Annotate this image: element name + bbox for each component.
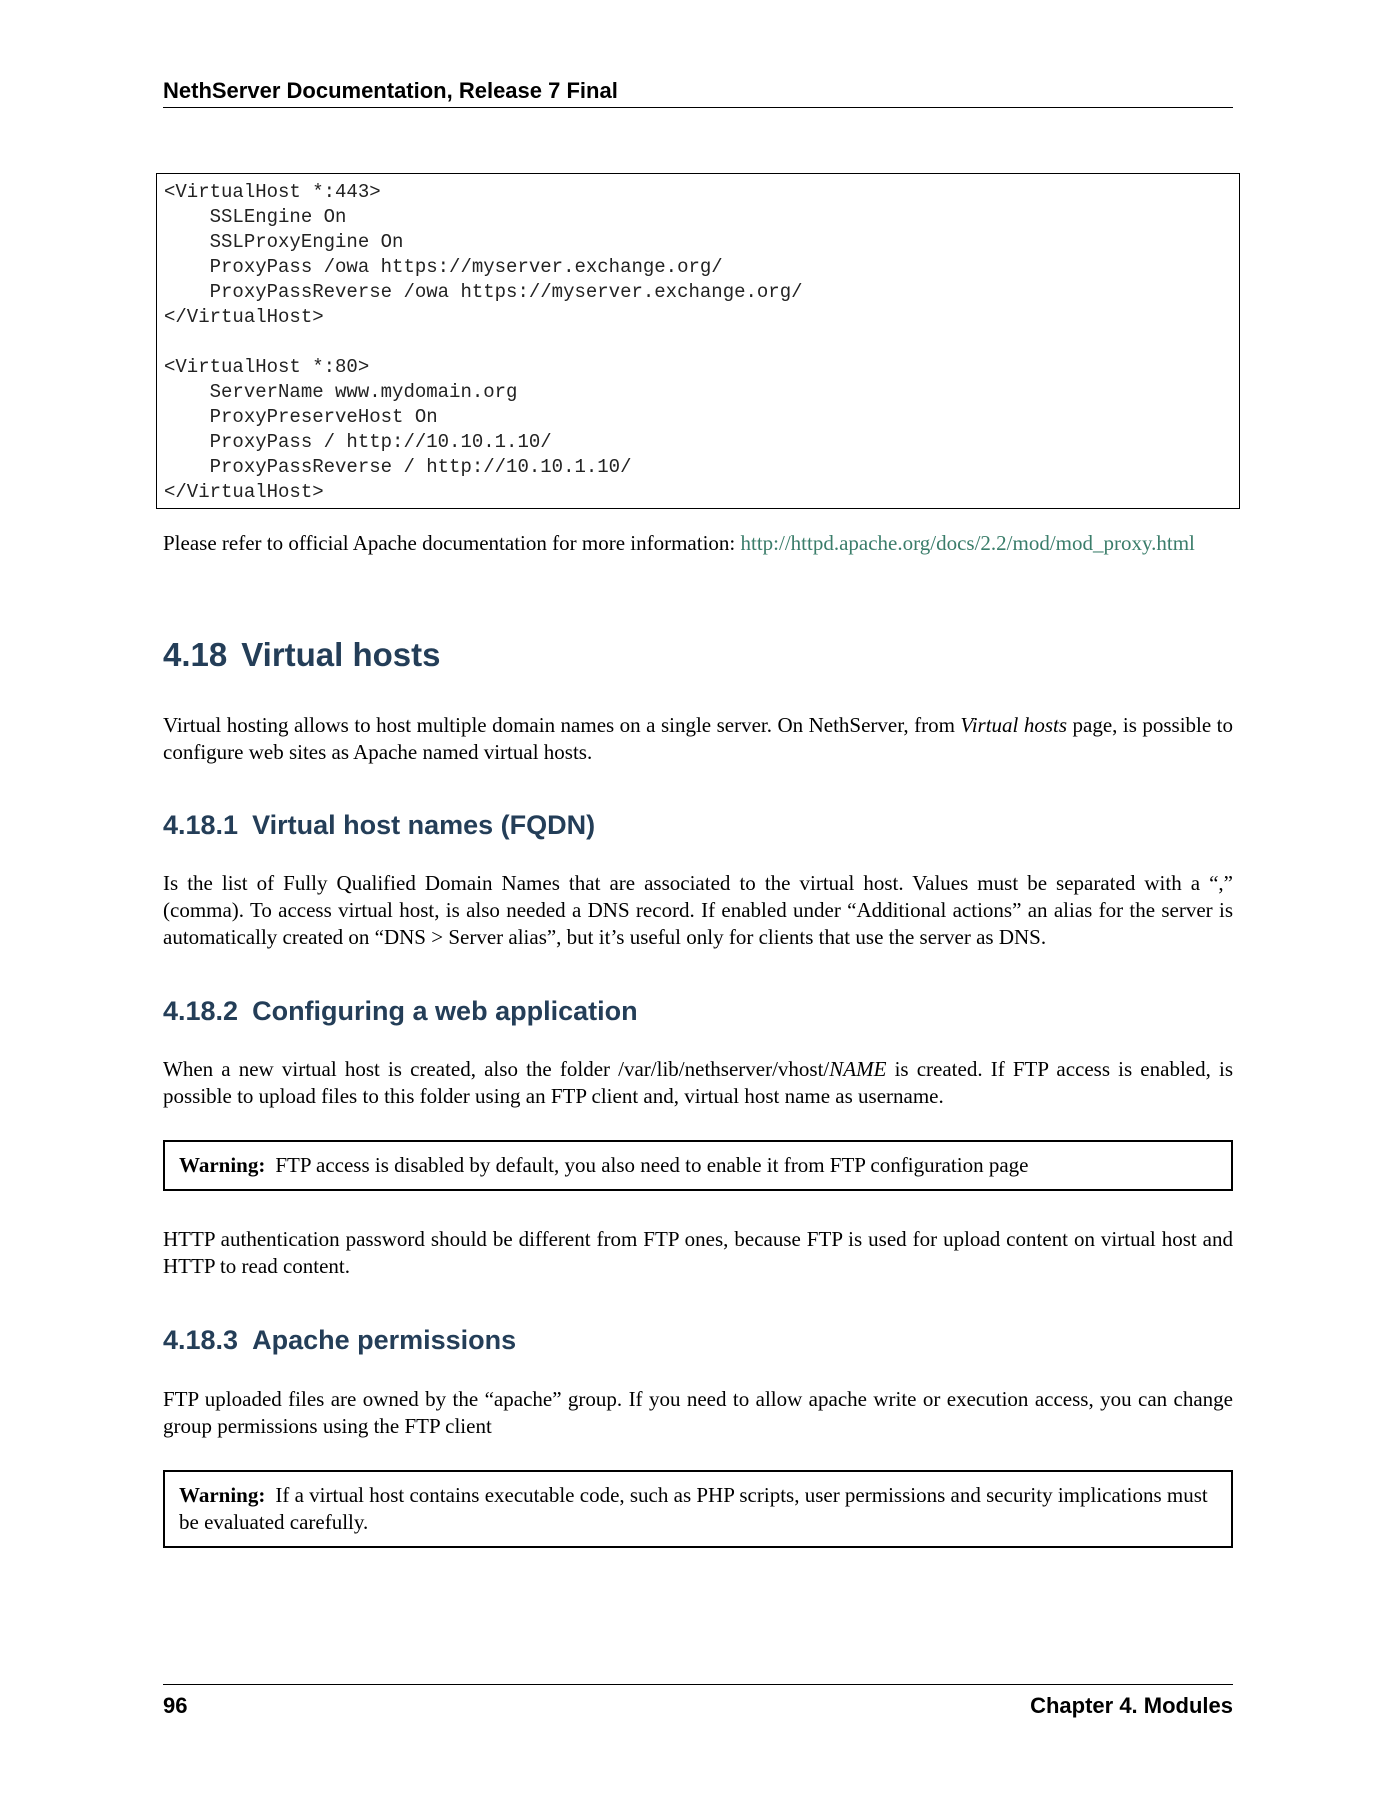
webapp-text-b: is created. If FTP access is enabled, is possible to upload files to this folder using an FTP client and, virtual host name as username.	[163, 1057, 1233, 1108]
refer-paragraph	[163, 530, 1233, 557]
section-intro	[163, 712, 1233, 766]
subsection-heading-3	[163, 1325, 516, 1356]
webapp-emphasis: NAME	[829, 1057, 887, 1081]
section-title: Virtual hosts	[241, 636, 441, 673]
refer-text: Please refer to official Apache documentation for more information:	[163, 531, 741, 555]
chapter-label: Chapter 4. Modules	[1030, 1693, 1233, 1718]
section-number: 4.18	[163, 636, 228, 673]
running-footer	[163, 1684, 1233, 1719]
subsection-heading-2	[163, 996, 638, 1027]
apache-doc-link[interactable]: http://httpd.apache.org/docs/2.2/mod/mod_proxy.html	[740, 531, 1195, 555]
subsection-title: Configuring a web application	[252, 996, 638, 1026]
warning-box-security	[163, 1470, 1233, 1548]
section-heading	[163, 636, 441, 674]
webapp-paragraph	[163, 1056, 1233, 1110]
subsection-number: 4.18.1	[163, 810, 239, 840]
permissions-paragraph: FTP uploaded files are owned by the “apache” group. If you need to allow apache write or execution access, you can change group permissions using the FTP client	[163, 1387, 1233, 1438]
warning-text: If a virtual host contains executable code, such as PHP scripts, user permissions and security implications must be evaluated carefully.	[179, 1483, 1208, 1534]
http-auth-paragraph: HTTP authentication password should be different from FTP ones, because FTP is used for upload content on virtual host and HTTP to read content.	[163, 1227, 1233, 1278]
header-title: NethServer Documentation, Release 7 Final	[163, 78, 618, 103]
intro-emphasis: Virtual hosts	[960, 713, 1068, 737]
code-block: <VirtualHost *:443> SSLEngine On SSLProxyEngine On ProxyPass /owa https://myserver.exchange.org/ ProxyPassReverse /owa https://myserver.exchange.org/ </VirtualHost> <VirtualHost *:80> ServerName www.mydomain.org ProxyPreserveHost On ProxyPass / http://10.10.1.10/ ProxyPassReverse / http://10.10.1.10/ </VirtualHost>	[156, 173, 1240, 509]
warning-label: Warning:	[179, 1483, 266, 1507]
fqdn-paragraph: Is the list of Fully Qualified Domain Names that are associated to the virtual host. Values must be separated with a “,” (comma). To access virtual host, is also needed a DNS record. If enabled under “Additional actions” an alias for the server is automatically created on “DNS > Server alias”, but it’s useful only for clients that use the server as DNS.	[163, 871, 1233, 949]
subsection-title: Apache permissions	[252, 1325, 517, 1355]
subsection-number: 4.18.2	[163, 996, 239, 1026]
page-number: 96	[163, 1693, 188, 1718]
subsection-heading-1	[163, 810, 595, 841]
subsection-number: 4.18.3	[163, 1325, 239, 1355]
intro-text-b: page, is possible to configure web sites as Apache named virtual hosts.	[163, 713, 1234, 764]
subsection-title: Virtual host names (FQDN)	[252, 810, 596, 840]
warning-label: Warning:	[179, 1153, 266, 1177]
intro-text-a: Virtual hosting allows to host multiple domain names on a single server. On NethServer, from	[163, 713, 961, 737]
webapp-text-a: When a new virtual host is created, also the folder /var/lib/nethserver/vhost/	[163, 1057, 830, 1081]
warning-box-ftp	[163, 1140, 1233, 1191]
running-header	[163, 78, 1233, 108]
warning-text: FTP access is disabled by default, you also need to enable it from FTP configuration page	[275, 1153, 1029, 1177]
